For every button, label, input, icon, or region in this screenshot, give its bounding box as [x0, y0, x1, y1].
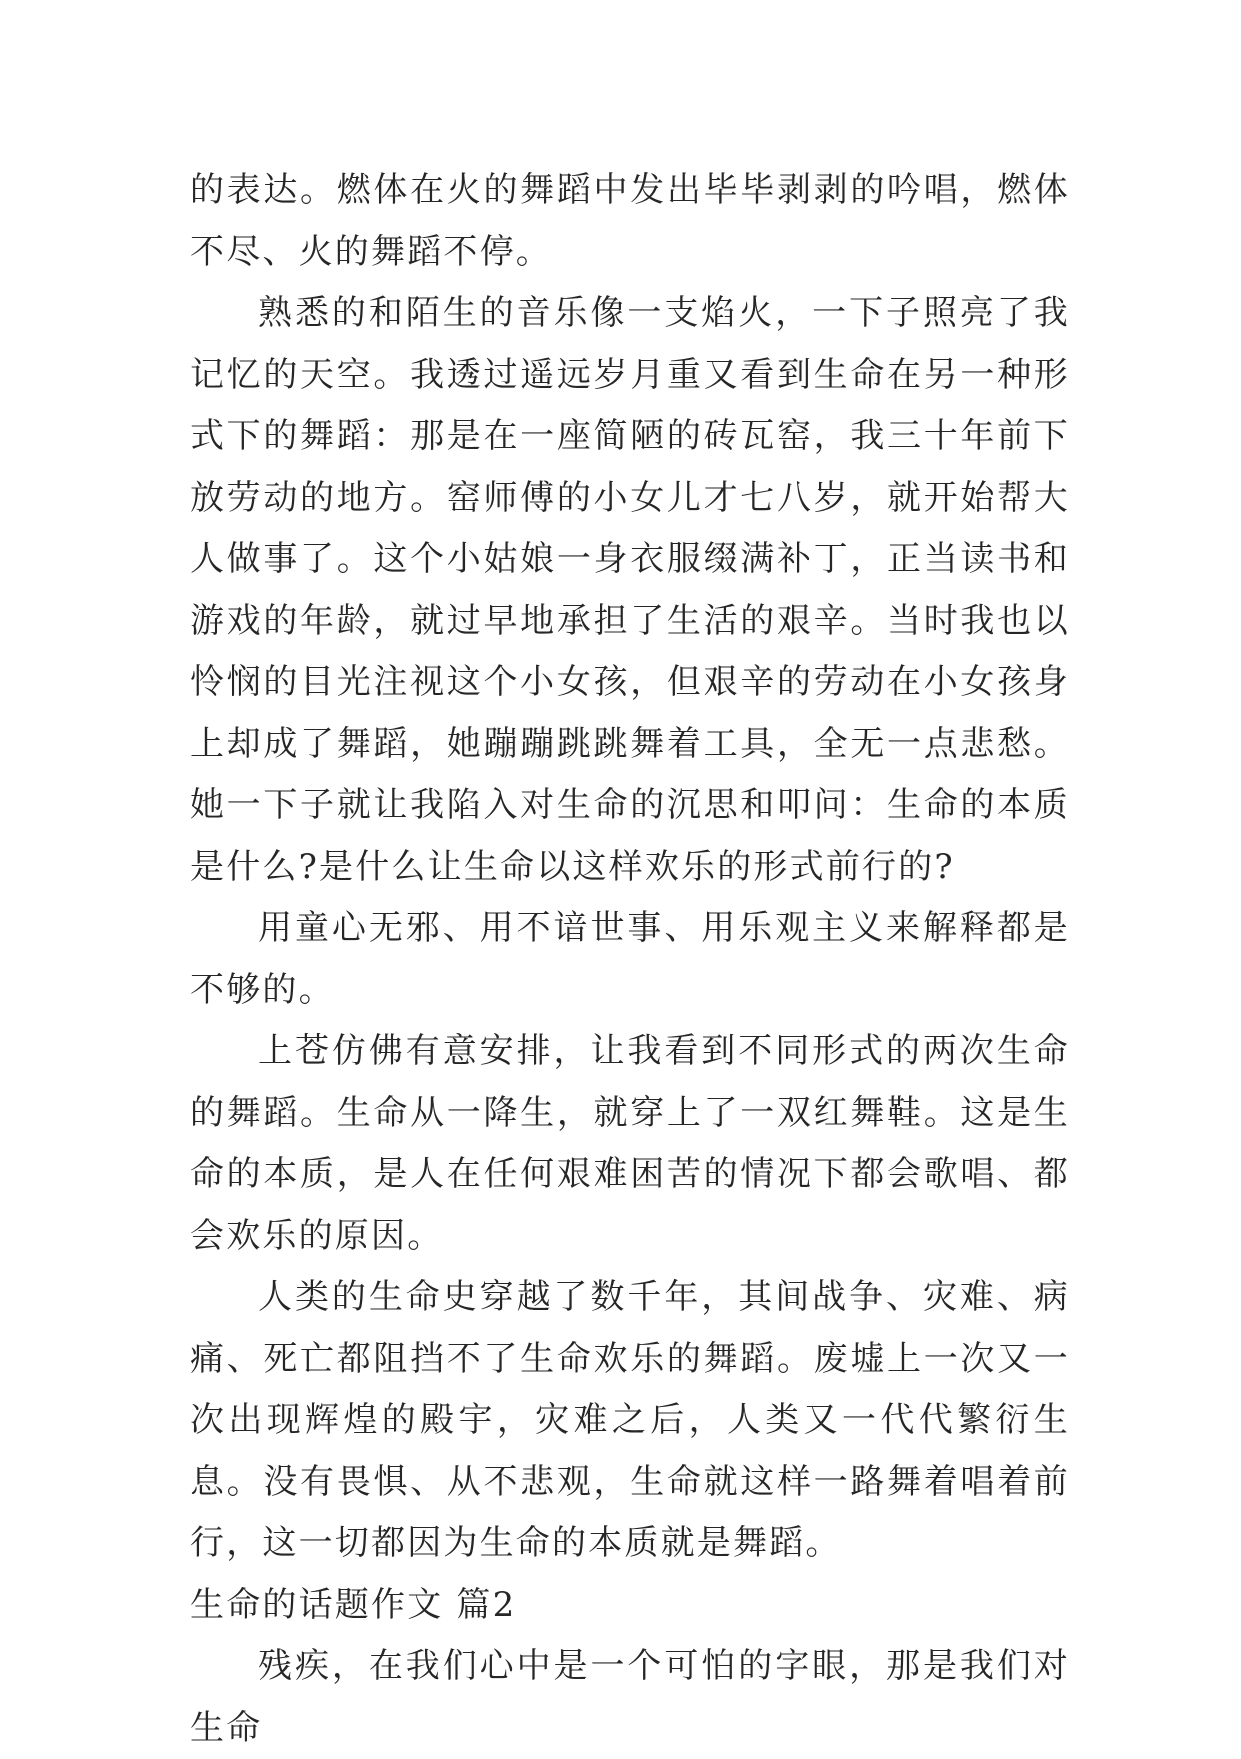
paragraph: 残疾，在我们心中是一个可怕的字眼，那是我们对生命: [190, 1646, 1070, 1748]
paragraph: 熟悉的和陌生的音乐像一支焰火，一下子照亮了我记忆的天空。我透过遥远岁月重又看到生命在另一种形式下的舞蹈：那是在一座简陋的砖瓦窑，我三十年前下放劳动的地方。窑师傅的小女儿才七八岁，就开始帮大人做事了。这个小姑娘一身衣服缀满补丁，正当读书和游戏的年龄，就过早地承担了生活的艰辛。当时我也以怜悯的目光注视这个小女孩，但艰辛的劳动在小女孩身上却成了舞蹈，她蹦蹦跳跳舞着工具，全无一点悲愁。她一下子就让我陷入对生命的沉思和叩问：生命的本质是什么?是什么让生命以这样欢乐的形式前行的?: [190, 293, 1070, 887]
paragraph-continued: 的表达。燃体在火的舞蹈中发出毕毕剥剥的吟唱，燃体不尽、火的舞蹈不停。: [190, 170, 1070, 272]
paragraph: 上苍仿佛有意安排，让我看到不同形式的两次生命的舞蹈。生命从一降生，就穿上了一双红舞鞋。这是生命的本质，是人在任何艰难困苦的情况下都会歌唱、都会欢乐的原因。: [190, 1031, 1070, 1256]
document-body: [190, 160, 1070, 1759]
section-heading: 生命的话题作文 篇2: [190, 1584, 517, 1625]
paragraph: 用童心无邪、用不谙世事、用乐观主义来解释都是不够的。: [190, 908, 1070, 1010]
paragraph: 人类的生命史穿越了数千年，其间战争、灾难、病痛、死亡都阻挡不了生命欢乐的舞蹈。废墟上一次又一次出现辉煌的殿宇，灾难之后，人类又一代代繁衍生息。没有畏惧、从不悲观，生命就这样一路舞着唱着前行，这一切都因为生命的本质就是舞蹈。: [190, 1277, 1070, 1563]
